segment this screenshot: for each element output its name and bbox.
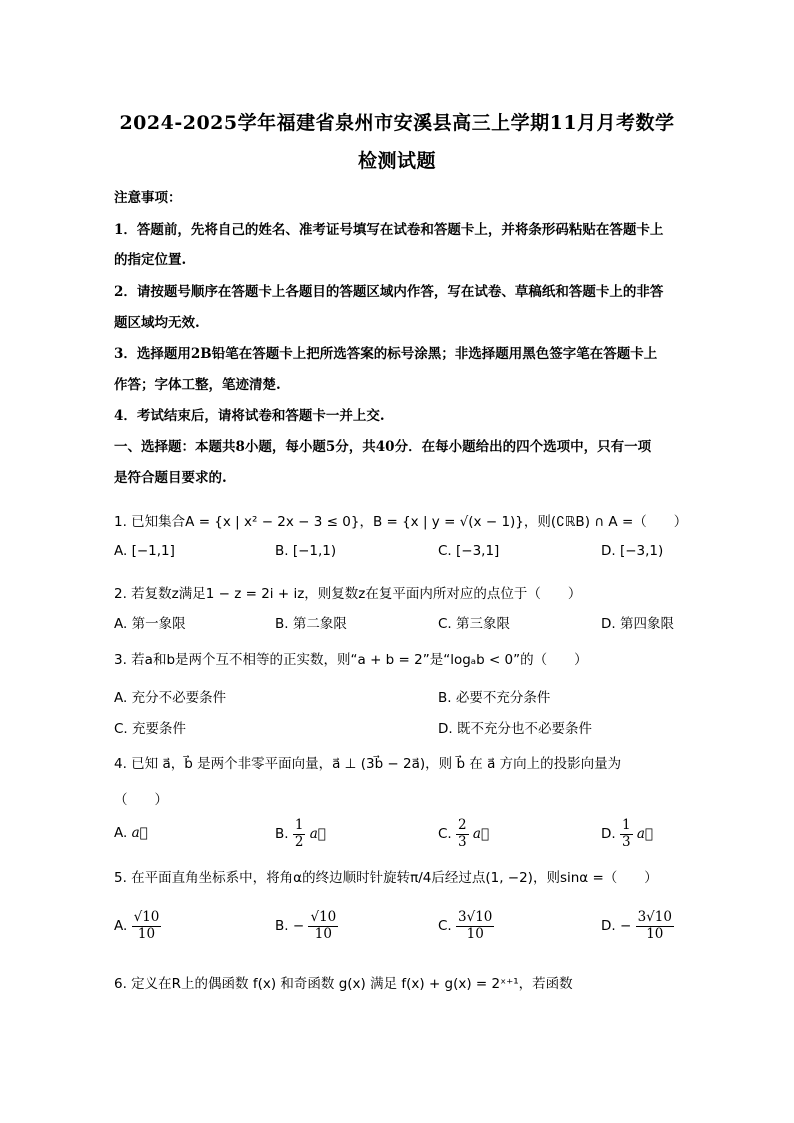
question-2-stem: 2. 若复数z满足1 − z = 2i + iz，则复数z在复平面内所对应的点位于（ ） [114, 586, 582, 602]
section-heading: 一、选择题：本题共8小题，每小题5分，共40分．在每小题给出的四个选项中，只有一项 [114, 439, 652, 455]
q4-option-a [114, 825, 148, 841]
q1-option-d: D. [−3,1) [601, 543, 664, 559]
q2-option-d: D. 第四象限 [601, 616, 674, 632]
vector-a: a⃗ [636, 826, 654, 843]
section-heading-cont: 是符合题目要求的. [114, 470, 227, 486]
notice-item: 1．答题前，先将自己的姓名、准考证号填写在试卷和答题卡上，并将条形码粘贴在答题卡上 [114, 222, 664, 238]
vector-a: a⃗ [309, 826, 326, 843]
notice-item: 2．请按题号顺序在答题卡上各题目的答题区域内作答，写在试卷、草稿纸和答题卡上的非答 [114, 284, 664, 300]
q2-option-a: A. 第一象限 [114, 616, 186, 632]
fraction: $\frac{3√10}{10}$ [637, 909, 672, 942]
sign: − [292, 918, 305, 935]
q4-option-b [275, 818, 326, 850]
q2-option-b: B. 第二象限 [275, 616, 347, 632]
q5-option-b [275, 910, 338, 942]
q3-option-d: D. 既不充分也不必要条件 [438, 721, 592, 737]
fraction: $\frac{3√10}{10}$ [458, 909, 493, 942]
question-6-stem: 6. 定义在R上的偶函数 f(x) 和奇函数 g(x) 满足 f(x) + g(x) = 2ˣ⁺¹，若函数 [114, 976, 573, 992]
q4-option-d [601, 818, 653, 850]
option-letter: D. [601, 918, 616, 935]
question-4-stem-cont: （ ） [114, 792, 168, 808]
q4-option-c [438, 818, 489, 850]
exam-title-line2: 检测试题 [357, 150, 436, 172]
fraction: $\frac{√10}{10}$ [133, 909, 160, 942]
question-3-stem: 3. 若a和b是两个互不相等的正实数，则“a + b = 2”是“logₐb < 0”的（ ） [114, 652, 588, 668]
fraction: $\frac{2}{3}$ [458, 817, 467, 850]
question-1-stem: 1. 已知集合A = {x | x² − 2x − 3 ≤ 0}，B = {x | y = √(x − 1)}，则(∁ℝB) ∩ A =（ ） [114, 514, 688, 530]
exam-title-line1: 2024-2025学年福建省泉州市安溪县高三上学期11月月考数学 [119, 112, 675, 134]
notice-heading: 注意事项： [114, 190, 182, 206]
q3-option-c: C. 充要条件 [114, 721, 187, 737]
notice-item: 的指定位置. [114, 252, 187, 268]
question-4-stem: 4. 已知 a⃗，b⃗ 是两个非零平面向量，a⃗ ⊥ (3b⃗ − 2a⃗)，则 b⃗ 在 a⃗ 方向上的投影向量为 [114, 756, 622, 772]
q1-option-a: A. [−1,1] [114, 543, 175, 559]
option-letter: A. [114, 918, 128, 935]
vector-a: a⃗ [472, 826, 490, 843]
q2-option-c: C. 第三象限 [438, 616, 511, 632]
question-5-stem: 5. 在平面直角坐标系中，将角α的终边顺时针旋转π/4后经过点(1, −2)，则sinα =（ ） [114, 870, 658, 886]
fraction: $\frac{√10}{10}$ [310, 909, 337, 942]
q5-option-c [438, 910, 494, 942]
notice-item: 4．考试结束后，请将试卷和答题卡一并上交. [114, 408, 385, 424]
notice-item: 题区域均无效. [114, 315, 200, 331]
sign: − [619, 918, 632, 935]
vector-a: a⃗ [131, 825, 148, 841]
option-letter: A. [114, 825, 128, 841]
option-letter: C. [438, 826, 452, 843]
fraction: $\frac{1}{3}$ [621, 817, 631, 850]
notice-item: 作答；字体工整，笔迹清楚. [114, 377, 281, 393]
fraction: $\frac{1}{2}$ [294, 817, 304, 850]
q3-option-b: B. 必要不充分条件 [438, 690, 551, 706]
q5-option-d [601, 910, 674, 942]
q1-option-b: B. [−1,1) [275, 543, 337, 559]
option-letter: B. [275, 826, 289, 843]
notice-item: 3．选择题用2B铅笔在答题卡上把所选答案的标号涂黑；非选择题用黑色签字笔在答题卡上 [114, 346, 658, 362]
option-letter: B. [275, 918, 289, 935]
option-letter: D. [601, 826, 616, 843]
q1-option-c: C. [−3,1] [438, 543, 500, 559]
q5-option-a [114, 910, 161, 942]
q3-option-a: A. 充分不必要条件 [114, 690, 227, 706]
option-letter: C. [438, 918, 452, 935]
